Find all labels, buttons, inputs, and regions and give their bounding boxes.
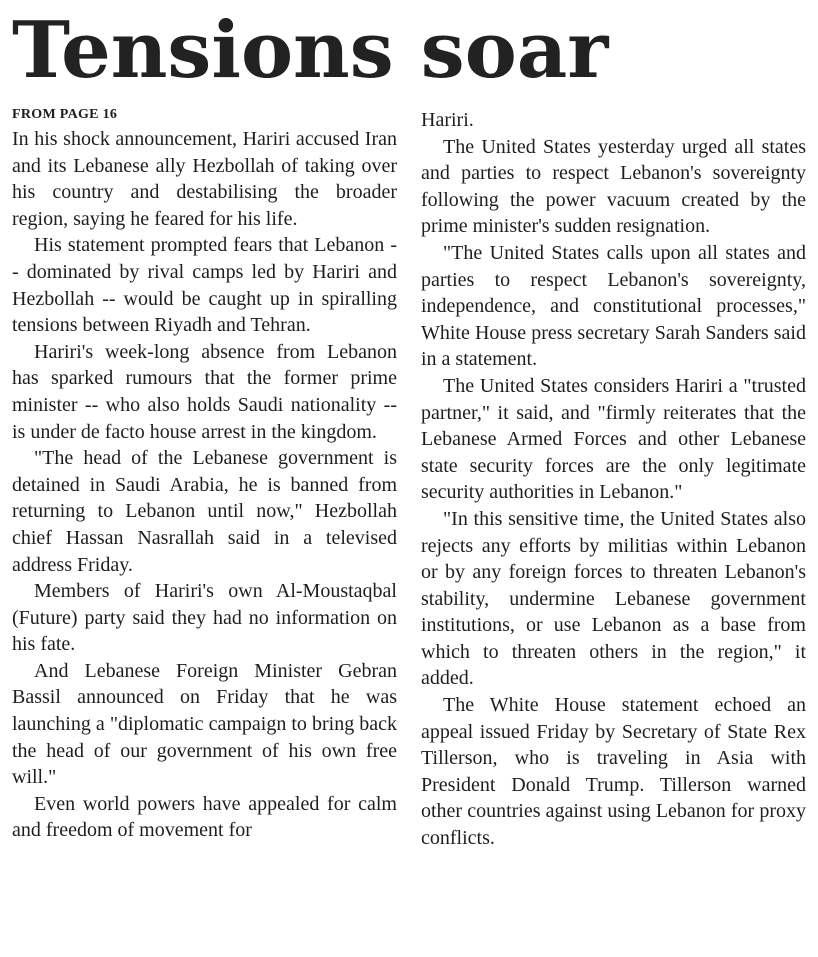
article-column-right: [421, 107, 806, 852]
continued-from-label: FROM PAGE 16: [12, 107, 118, 122]
paragraph: "The United States calls upon all states and parties to respect Lebanon's sovereignty, independence, and constitutional processes," White House press secretary Sarah Sanders said in a statement.: [421, 241, 806, 371]
paragraph: In his shock announcement, Hariri accused Iran and its Lebanese ally Hezbollah of taking over his country and destabilising the broader region, saying he feared for his life.: [12, 128, 397, 230]
article-column-left: [12, 104, 397, 844]
paragraph: And Lebanese Foreign Minister Gebran Bassil announced on Friday that he was launching a "diplomatic campaign to bring back the head of our government of his own free will.": [12, 659, 397, 789]
paragraph: Hariri's week-long absence from Lebanon has sparked rumours that the former prime minister -- who also holds Saudi nationality -- is under de facto house arrest in the kingdom.: [12, 340, 397, 443]
paragraph: The United States considers Hariri a "trusted partner," it said, and "firmly reiterates that the Lebanese Armed Forces and other Lebanese state security forces are the only legitimate security authorities in Lebanon.": [421, 374, 806, 504]
paragraph: Members of Hariri's own Al-Moustaqbal (Future) party said they had no information on his fate.: [12, 580, 397, 656]
paragraph: The White House statement echoed an appeal issued Friday by Secretary of State Rex Tillerson, who is traveling in Asia with President Donald Trump. Tillerson warned other countries against using Lebanon for proxy conflicts.: [421, 694, 806, 850]
article-headline: Tensions soar: [12, 5, 609, 96]
paragraph: Even world powers have appealed for calm and freedom of movement for: [12, 792, 397, 842]
paragraph: The United States yesterday urged all states and parties to respect Lebanon's sovereignty following the power vacuum created by the prime minister's sudden resignation.: [421, 135, 806, 238]
paragraph: "In this sensitive time, the United States also rejects any efforts by militias within Lebanon or by any foreign forces to threaten Lebanon's stability, undermine Lebanese government institutions, or use Lebanon as a base from which to threaten others in the region," it added.: [421, 507, 806, 690]
paragraph: "The head of the Lebanese government is detained in Saudi Arabia, he is banned from returning to Lebanon until now," Hezbollah chief Hassan Nasrallah said in a televised address Friday.: [12, 447, 397, 576]
paragraph: His statement prompted fears that Lebanon -- dominated by rival camps led by Hariri and Hezbollah -- would be caught up in spiralling tensions between Riyadh and Tehran.: [12, 234, 397, 337]
paragraph: Hariri.: [421, 109, 474, 131]
